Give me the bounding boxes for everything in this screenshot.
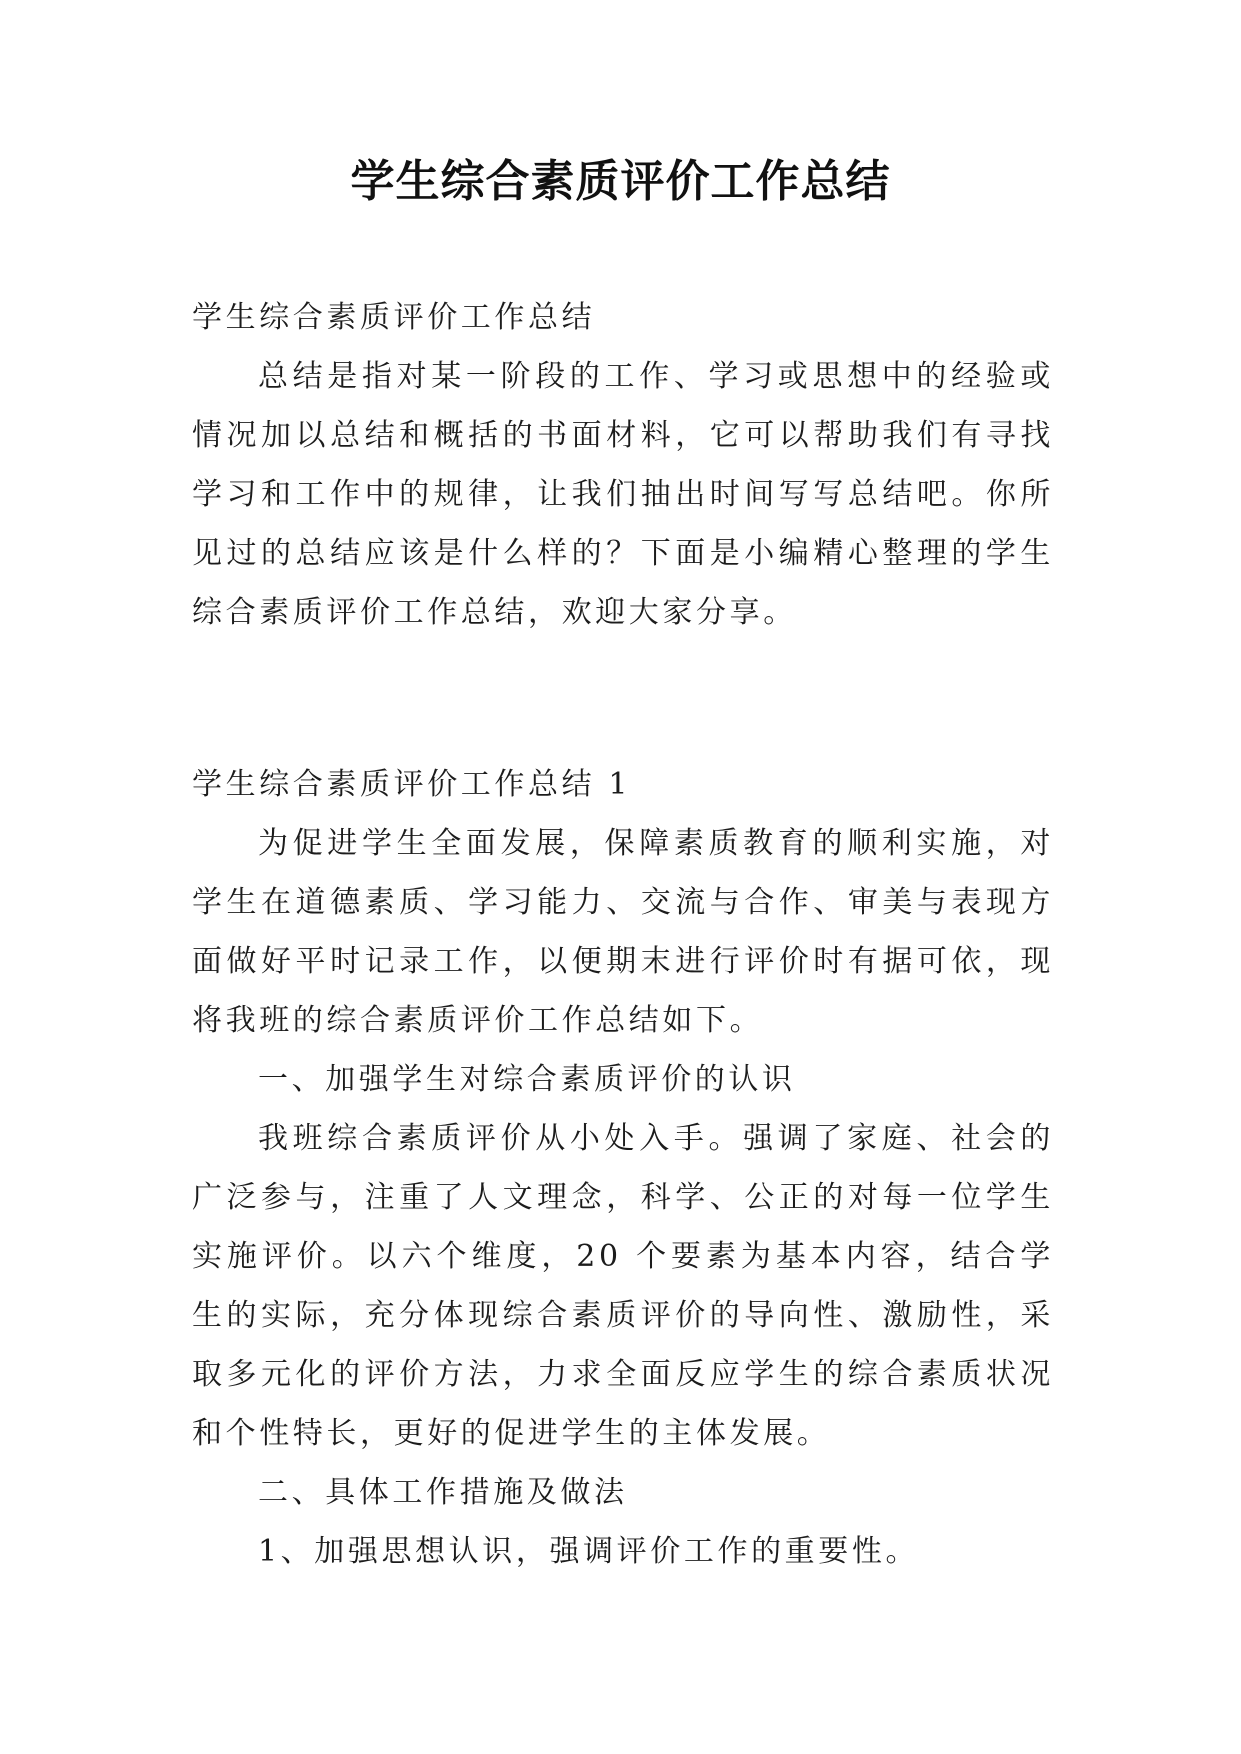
section-1-block [192, 755, 1054, 1581]
intro-paragraph: 总结是指对某一阶段的工作、学习或思想中的经验或情况加以总结和概括的书面材料，它可以帮助我们有寻找学习和工作中的规律，让我们抽出时间写写总结吧。你所见过的总结应该是什么样的？下面是小编精心整理的学生综合素质评价工作总结，欢迎大家分享。 [192, 359, 1054, 630]
intro-heading: 学生综合素质评价工作总结 [192, 300, 596, 335]
intro-block [192, 288, 1054, 642]
section-1-list-item: 1、加强思想认识，强调评价工作的重要性。 [258, 1534, 920, 1569]
document-title: 学生综合素质评价工作总结 [350, 156, 891, 207]
section-1-subheading-two: 二、具体工作措施及做法 [258, 1475, 628, 1510]
section-1-subheading-one: 一、加强学生对综合素质评价的认识 [258, 1062, 796, 1097]
section-1-paragraph: 我班综合素质评价从小处入手。强调了家庭、社会的广泛参与，注重了人文理念，科学、公正的对每一位学生实施评价。以六个维度，20 个要素为基本内容，结合学生的实际，充分体现综合素质评价的导向性、激励性，采取多元化的评价方法，力求全面反应学生的综合素质状况和个性特长，更好的促进学生的主体发展。 [192, 1121, 1054, 1451]
section-1-paragraph: 为促进学生全面发展，保障素质教育的顺利实施，对学生在道德素质、学习能力、交流与合作、审美与表现方面做好平时记录工作，以便期末进行评价时有据可依，现将我班的综合素质评价工作总结如下。 [192, 826, 1054, 1038]
section-1-heading: 学生综合素质评价工作总结 1 [192, 767, 632, 802]
